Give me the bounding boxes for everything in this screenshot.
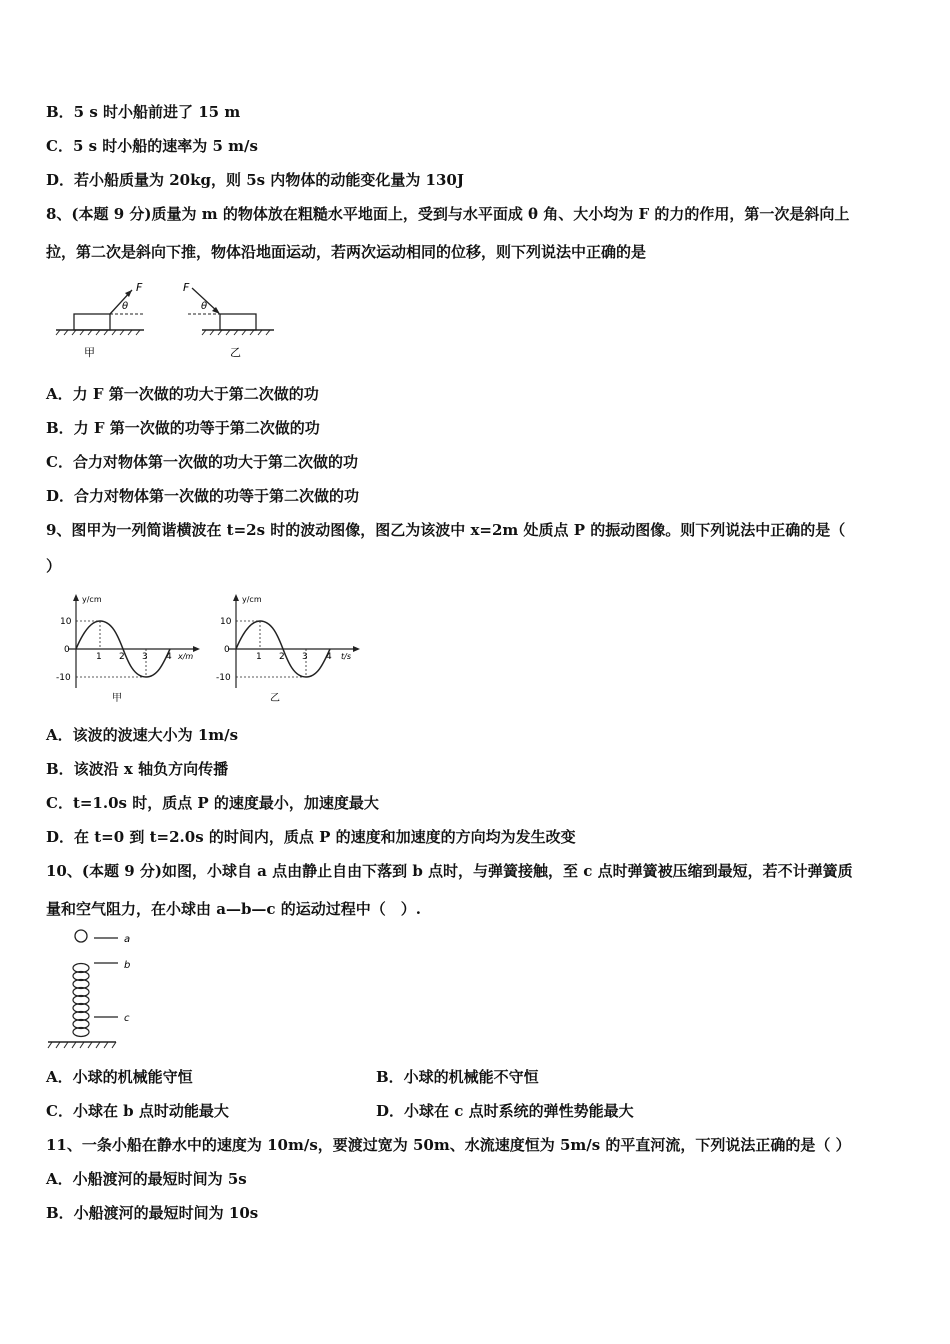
q9-option-a: A．该波的波速大小为 1m/s <box>46 726 239 744</box>
ball-icon <box>75 930 87 942</box>
q11-stem: 11、一条小船在静水中的速度为 10m/s，要渡过宽为 50m、水流速度恒为 5m/s 的平直河流，下列说法正确的是（ ） <box>46 1136 851 1154</box>
q9-caption-jia: 甲 <box>112 693 122 704</box>
q9b-xlabel: t/s <box>341 652 351 661</box>
q8-label-f-b: F <box>183 281 190 294</box>
q9-option-c: C．t=1.0s 时，质点 P 的速度最小，加速度最大 <box>46 794 379 812</box>
q8-caption-jia: 甲 <box>84 346 95 359</box>
q10-option-d: D．小球在 c 点时系统的弹性势能最大 <box>376 1102 634 1120</box>
q8-option-d: D．合力对物体第一次做的功等于第二次做的功 <box>46 487 360 505</box>
q9a-xtick-4: 4 <box>166 652 172 662</box>
q9b-ylabel: y/cm <box>242 595 262 604</box>
q10-option-b: B．小球的机械能不守恒 <box>376 1068 539 1086</box>
q8-force-figure <box>52 278 282 366</box>
q9a-xtick-3: 3 <box>142 652 148 662</box>
q11-option-b: B．小船渡河的最短时间为 10s <box>46 1204 259 1222</box>
q9b-xtick-1: 1 <box>256 652 262 662</box>
q10-label-c: c <box>124 1013 130 1024</box>
q10-spring-figure <box>46 928 146 1056</box>
q7-option-d: D．若小船质量为 20kg，则 5s 内物体的动能变化量为 130J <box>46 171 464 189</box>
q10-label-a: a <box>124 934 131 945</box>
q10-stem-line2: 量和空气阻力，在小球由 a—b—c 的运动过程中（ ）. <box>46 900 422 918</box>
q7-option-b: B．5 s 时小船前进了 15 m <box>46 103 241 121</box>
q8-force-diagram <box>52 278 282 362</box>
q10-label-b: b <box>124 960 131 971</box>
q10-stem-line1: 10、(本题 9 分)如图，小球自 a 点由静止自由下落到 b 点时，与弹簧接触，至 c 点时弹簧被压缩到最短，若不计弹簧质 <box>46 862 853 880</box>
q9b-xtick-4: 4 <box>326 652 332 662</box>
q8-caption-yi: 乙 <box>230 346 241 359</box>
q9-stem-line1: 9、图甲为一列简谐横波在 t=2s 时的波动图像，图乙为该波中 x=2m 处质点 P 的振动图像。则下列说法中正确的是（ <box>46 521 846 539</box>
q9a-ytick-top: 10 <box>60 617 72 627</box>
q8-label-theta-b: θ <box>201 301 208 312</box>
q8-label-f-a: F <box>136 281 143 294</box>
q9a-ytick-bottom: -10 <box>56 673 71 683</box>
q8-option-b: B．力 F 第一次做的功等于第二次做的功 <box>46 419 320 437</box>
q8-label-theta-a: θ <box>122 301 129 312</box>
q9b-ytick-zero: 0 <box>224 645 230 655</box>
q7-option-c: C．5 s 时小船的速率为 5 m/s <box>46 137 258 155</box>
q9-wave-figure <box>50 592 370 708</box>
q9a-ytick-zero: 0 <box>64 645 70 655</box>
q9-option-d: D．在 t=0 到 t=2.0s 的时间内，质点 P 的速度和加速度的方向均为发生改变 <box>46 828 576 846</box>
q11-option-a: A．小船渡河的最短时间为 5s <box>46 1170 247 1188</box>
q10-option-c: C．小球在 b 点时动能最大 <box>46 1102 229 1120</box>
q8-stem-line1: 8、(本题 9 分)质量为 m 的物体放在粗糙水平地面上，受到与水平面成 θ 角、大小均为 F 的力的作用，第一次是斜向上 <box>46 205 850 223</box>
q8-stem-line2: 拉，第二次是斜向下推，物体沿地面运动，若两次运动相同的位移，则下列说法中正确的是 <box>46 243 647 261</box>
q9a-ylabel: y/cm <box>82 595 102 604</box>
q10-spring-diagram <box>46 928 146 1052</box>
q8-option-c: C．合力对物体第一次做的功大于第二次做的功 <box>46 453 358 471</box>
q10-option-a: A．小球的机械能守恒 <box>46 1068 193 1086</box>
q9-wave-graphs <box>50 592 370 704</box>
q9-stem-line2: ） <box>46 557 62 575</box>
q9b-xtick-3: 3 <box>302 652 308 662</box>
q9-caption-yi: 乙 <box>270 693 280 704</box>
q9a-xtick-2: 2 <box>119 652 125 662</box>
q9b-ytick-top: 10 <box>220 617 232 627</box>
q8-option-a: A．力 F 第一次做的功大于第二次做的功 <box>46 385 319 403</box>
q9b-ytick-bottom: -10 <box>216 673 231 683</box>
q9-option-b: B．该波沿 x 轴负方向传播 <box>46 760 229 778</box>
q9b-xtick-2: 2 <box>279 652 285 662</box>
q9a-xtick-1: 1 <box>96 652 102 662</box>
q9a-xlabel: x/m <box>178 652 194 661</box>
spring-coils <box>73 964 89 1037</box>
